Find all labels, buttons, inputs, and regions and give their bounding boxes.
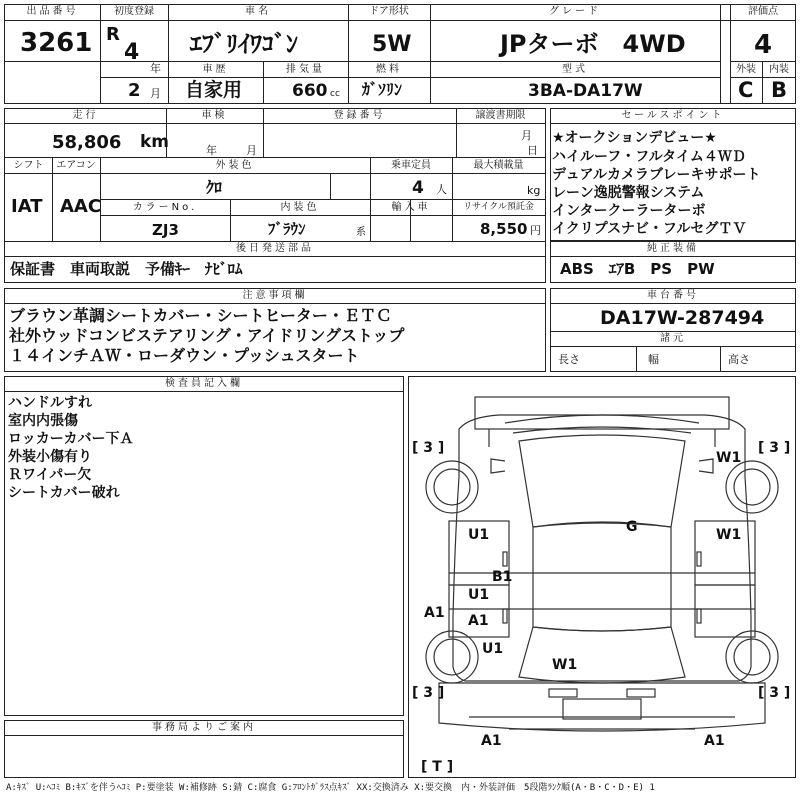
mark-g: G [626, 519, 638, 535]
mileage-header: 走行 [72, 110, 99, 121]
recycle-fee: 8,550 [480, 220, 528, 238]
year-unit: 年 [150, 62, 161, 75]
grade-header: グレード [549, 6, 601, 17]
fuel: ｶﾞｿﾘﾝ [362, 80, 403, 99]
mileage-unit: km [140, 132, 170, 152]
inspector-line: ハンドルすれ [8, 395, 92, 411]
load-unit: kg [527, 184, 541, 197]
genuine-equipment: ABS ｴｱB PS PW [560, 260, 715, 278]
windshield [519, 435, 685, 527]
sales-line: デュアルカメラブレーキサポート [552, 167, 761, 183]
transfer-deadline-header: 譲渡書期限 [475, 110, 526, 121]
inspection-month-unit: 月 [246, 144, 257, 157]
mark-b1: B1 [492, 569, 513, 585]
import-header: 輸入車 [391, 202, 431, 213]
later-parts-header: 後日発送部品 [236, 243, 314, 254]
door-header: ドア形状 [369, 6, 409, 17]
sales-point-header: セールスポイント [621, 110, 725, 121]
color-no: ZJ3 [152, 221, 179, 239]
mileage: 58,806 [52, 132, 122, 153]
fuel-header: 燃料 [376, 64, 402, 75]
mark-w1-right: W1 [716, 527, 742, 543]
license-plate [563, 699, 641, 719]
model-header: 型式 [562, 64, 588, 75]
sales-line: イクリプスナビ・フルセグＴＶ [552, 221, 747, 237]
inspector-header: 検査員記入欄 [165, 378, 243, 389]
mark-a1-br: A1 [704, 733, 725, 749]
color-header: 外装色 [215, 160, 255, 171]
cc-header: 排気量 [286, 64, 325, 75]
mark-a1-bl: A1 [481, 733, 502, 749]
mark-bl-3: [ 3 ] [412, 685, 445, 701]
later-parts: 保証書 車両取説 予備ｷｰ ﾅﾋﾞﾛﾑ [10, 260, 243, 278]
car-name-header: 車名 [245, 6, 271, 17]
car-diagram [409, 377, 795, 777]
recycle-unit: 円 [530, 224, 541, 237]
registration-header: 登録番号 [333, 110, 386, 121]
lot-number: 3261 [20, 28, 93, 58]
int-color-unit: 系 [356, 227, 366, 238]
inspector-line: 外装小傷有り [8, 449, 92, 465]
inspector-line: 室内内張傷 [8, 413, 78, 429]
mark-w1-bottom: W1 [552, 657, 578, 673]
mark-u1-b: U1 [468, 587, 490, 603]
capacity: 4 [412, 178, 424, 198]
mark-tl-3: [ 3 ] [412, 440, 445, 456]
inspection-year-unit: 年 [206, 144, 217, 157]
first-reg-month: 2 [128, 80, 141, 101]
sales-line: レーン逸脱警報システム [552, 185, 705, 201]
door: 5W [372, 32, 412, 57]
history: 自家用 [185, 79, 243, 101]
chassis-header: 車台番号 [647, 290, 699, 301]
height-label: 高さ [728, 353, 750, 366]
length-label: 長さ [558, 353, 580, 366]
load-header: 最大積載量 [473, 160, 524, 171]
first-reg-year: 4 [124, 40, 140, 65]
notes-line: 社外ウッドコンビステアリング・アイドリングストップ [9, 326, 405, 345]
roof-panel [475, 397, 729, 429]
width-label: 幅 [648, 353, 659, 366]
notes-line: １４インチＡＷ・ローダウン・プッシュスタート [9, 346, 360, 365]
shift-header: シフト [13, 160, 44, 171]
first-reg-header: 初度登録 [114, 6, 154, 17]
score-header: 評価点 [748, 6, 778, 17]
ac-header: エアコン [56, 160, 96, 171]
inspector-line: ロッカーカバー下Ａ [8, 431, 134, 447]
capacity-unit: 人 [436, 183, 447, 196]
sales-line: ★オークションデビュー★ [552, 130, 717, 146]
car-name: ｴﾌﾞﾘｲﾜｺﾞﾝ [190, 30, 298, 58]
capacity-header: 乗車定員 [391, 160, 431, 171]
mark-br-3: [ 3 ] [758, 685, 791, 701]
rear-bumper [439, 683, 765, 731]
int-color-header: 内装色 [280, 202, 320, 213]
int-grade: B [771, 78, 788, 102]
ext-header: 外装 [736, 64, 756, 75]
mark-tr-3: [ 3 ] [758, 440, 791, 456]
rear-window [519, 627, 685, 683]
color: ｸﾛ [206, 178, 223, 197]
lot-header: 出品番号 [26, 6, 79, 17]
transfer-day-unit: 日 [527, 144, 538, 157]
history-header: 車歴 [202, 64, 229, 75]
era: R [106, 24, 120, 45]
inspector-line: シートカバー破れ [8, 485, 120, 501]
legend: A:ｷｽﾞ U:ﾍｺﾐ B:ｷｽﾞを伴うﾍｺﾐ P:要塗装 W:補修跡 S:錆 C:腐食 G:ﾌﾛﾝﾄｶﾞﾗｽ点ｷｽﾞ XX:交換済み X:要交換 内・外装評価 5段階ﾗﾝｸ順(A・B・C・D・E) 1 [6, 783, 655, 793]
color-no-header: カラーNo. [132, 202, 198, 213]
int-header: 内装 [769, 64, 789, 75]
int-color: ﾌﾞﾗｳﾝ [268, 220, 306, 238]
sales-line: ハイルーフ・フルタイム４ＷＤ [552, 149, 746, 165]
chassis-number: DA17W-287494 [600, 307, 765, 329]
notes-line: ブラウン革調シートカバー・シートヒーター・ＥＴＣ [9, 306, 392, 325]
mark-t: [ T ] [421, 759, 454, 775]
dims-header: 諸元 [660, 333, 686, 344]
ext-grade: C [738, 78, 754, 102]
month-unit: 月 [150, 87, 161, 100]
sales-line: インタークーラーターボ [552, 203, 706, 219]
inspector-line: Ｒワイパー欠 [8, 467, 92, 483]
mark-u1-c: U1 [482, 641, 504, 657]
cc-unit: cc [330, 89, 340, 99]
mark-w1-top: W1 [716, 450, 742, 466]
model: 3BA-DA17W [528, 81, 643, 101]
shift: IAT [11, 196, 43, 217]
mark-u1-a: U1 [468, 527, 490, 543]
cc: 660 [292, 81, 328, 101]
right-rear-door [695, 585, 755, 637]
mark-a1-mid: A1 [468, 613, 489, 629]
grade: JPターボ 4WD [500, 30, 686, 58]
mark-a1-left: A1 [424, 605, 445, 621]
transfer-month-unit: 月 [521, 129, 532, 142]
ac: AAC [60, 196, 102, 217]
score: 4 [754, 30, 773, 60]
office-header: 事務局よりご案内 [152, 722, 256, 733]
roof-outline [533, 523, 671, 631]
recycle-header: リサイクル預託金 [463, 202, 534, 212]
notes-header: 注意事項欄 [242, 290, 308, 301]
inspection-header: 車検 [201, 110, 228, 121]
genuine-equipment-header: 純正装備 [647, 243, 699, 254]
